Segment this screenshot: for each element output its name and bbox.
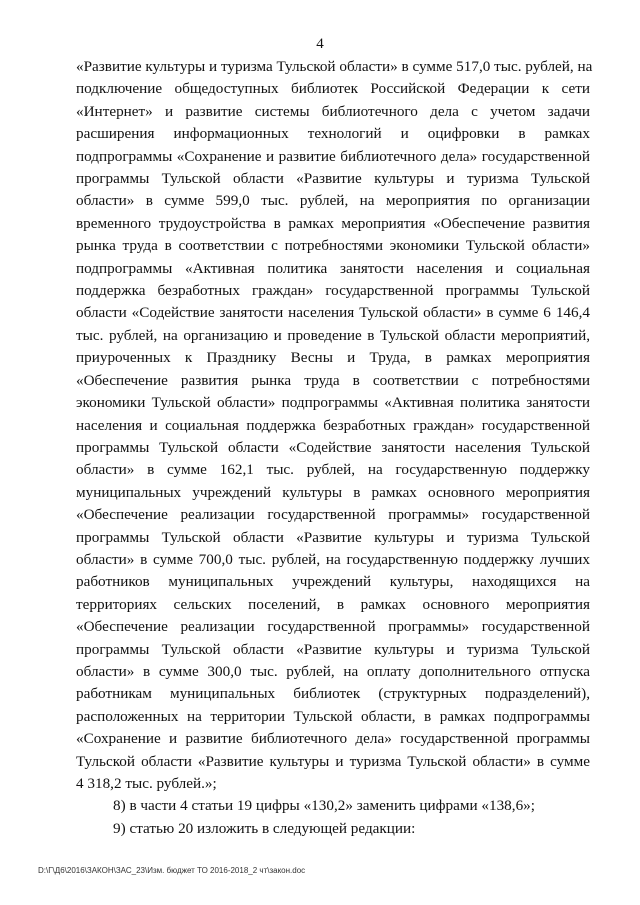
text-line: области» в сумме 300,0 тыс. рублей, на оплату дополнительного отпуска (76, 662, 590, 680)
text-line: подпрограммы «Сохранение и развитие библиотечного дела» государственной (76, 147, 590, 165)
text-line: области» в сумме 162,1 тыс. рублей, на государственную поддержку (76, 461, 590, 479)
text-line: «Обеспечение развития рынка труда в соответствии с потребностями (76, 371, 590, 389)
text-line: области» в сумме 599,0 тыс. рублей, на мероприятия по организации (76, 192, 590, 210)
text-line: «Сохранение и развитие библиотечного дела» государственной программы (76, 730, 590, 748)
text-line: тыс. рублей, на организацию и проведение в Тульской области мероприятий, (76, 326, 590, 344)
text-line: подключение общедоступных библиотек Российской Федерации к сети (76, 80, 590, 98)
text-line: расположенных на территории Тульской области, в рамках подпрограммы (76, 707, 590, 725)
text-line: программы Тульской области «Развитие культуры и туризма Тульской (76, 640, 590, 658)
text-line: работников муниципальных учреждений культуры, находящихся на (76, 573, 590, 591)
text-line: 4 318,2 тыс. рублей.»; (76, 775, 217, 792)
list-item-8: 8) в части 4 статьи 19 цифры «130,2» заменить цифрами «138,6»; (113, 797, 535, 815)
text-line: области» в сумме 700,0 тыс. рублей, на государственную поддержку лучших (76, 550, 590, 568)
text-line: подпрограммы «Активная политика занятости населения и социальная (76, 259, 590, 277)
text-line: «Обеспечение реализации государственной программы» государственной (76, 506, 590, 524)
text-line: экономики Тульской области» подпрограммы «Активная политика занятости (76, 394, 590, 412)
text-line: рынка труда в соответствии с потребностями экономики Тульской области» (76, 237, 590, 255)
text-line: работникам муниципальных библиотек (структурных подразделений), (76, 685, 590, 703)
text-line: приуроченных к Празднику Весны и Труда, в рамках мероприятия (76, 349, 590, 367)
page-number: 4 (316, 36, 324, 52)
text-line: «Обеспечение реализации государственной программы» государственной (76, 618, 590, 636)
text-line: программы Тульской области «Развитие культуры и туризма Тульской (76, 170, 590, 188)
text-line: населения и социальная поддержка безработных граждан» государственной (76, 416, 590, 434)
text-line: области «Содействие занятости населения Тульской области» в сумме 6 146,4 (76, 304, 590, 322)
file-path-footer: D:\Г\Д6\2016\ЗАКОН\ЗАС_23\Изм. бюджет ТО 2016-2018_2 чт\закон.doc (38, 866, 306, 875)
text-line: временного трудоустройства в рамках мероприятия «Обеспечение развития (76, 214, 590, 232)
text-line: «Развитие культуры и туризма Тульской области» в сумме 517,0 тыс. рублей, на (76, 58, 593, 75)
text-line: поддержка безработных граждан» государственной программы Тульской (76, 282, 590, 300)
text-line: «Интернет» и развитие системы библиотечного дела с учетом задачи (76, 102, 590, 120)
text-line: программы Тульской области «Развитие культуры и туризма Тульской (76, 528, 590, 546)
text-line: расширения информационных технологий и оцифровки в рамках (76, 125, 590, 143)
text-line: территориях сельских поселений, в рамках основного мероприятия (76, 595, 590, 613)
list-item-9: 9) статью 20 изложить в следующей редакции: (113, 819, 416, 837)
text-line: муниципальных учреждений культуры в рамках основного мероприятия (76, 483, 590, 501)
body-text (76, 56, 593, 840)
text-line: программы Тульской области «Содействие занятости населения Тульской (76, 438, 590, 456)
text-line: Тульской области «Развитие культуры и туризма Тульской области» в сумме (76, 752, 590, 770)
